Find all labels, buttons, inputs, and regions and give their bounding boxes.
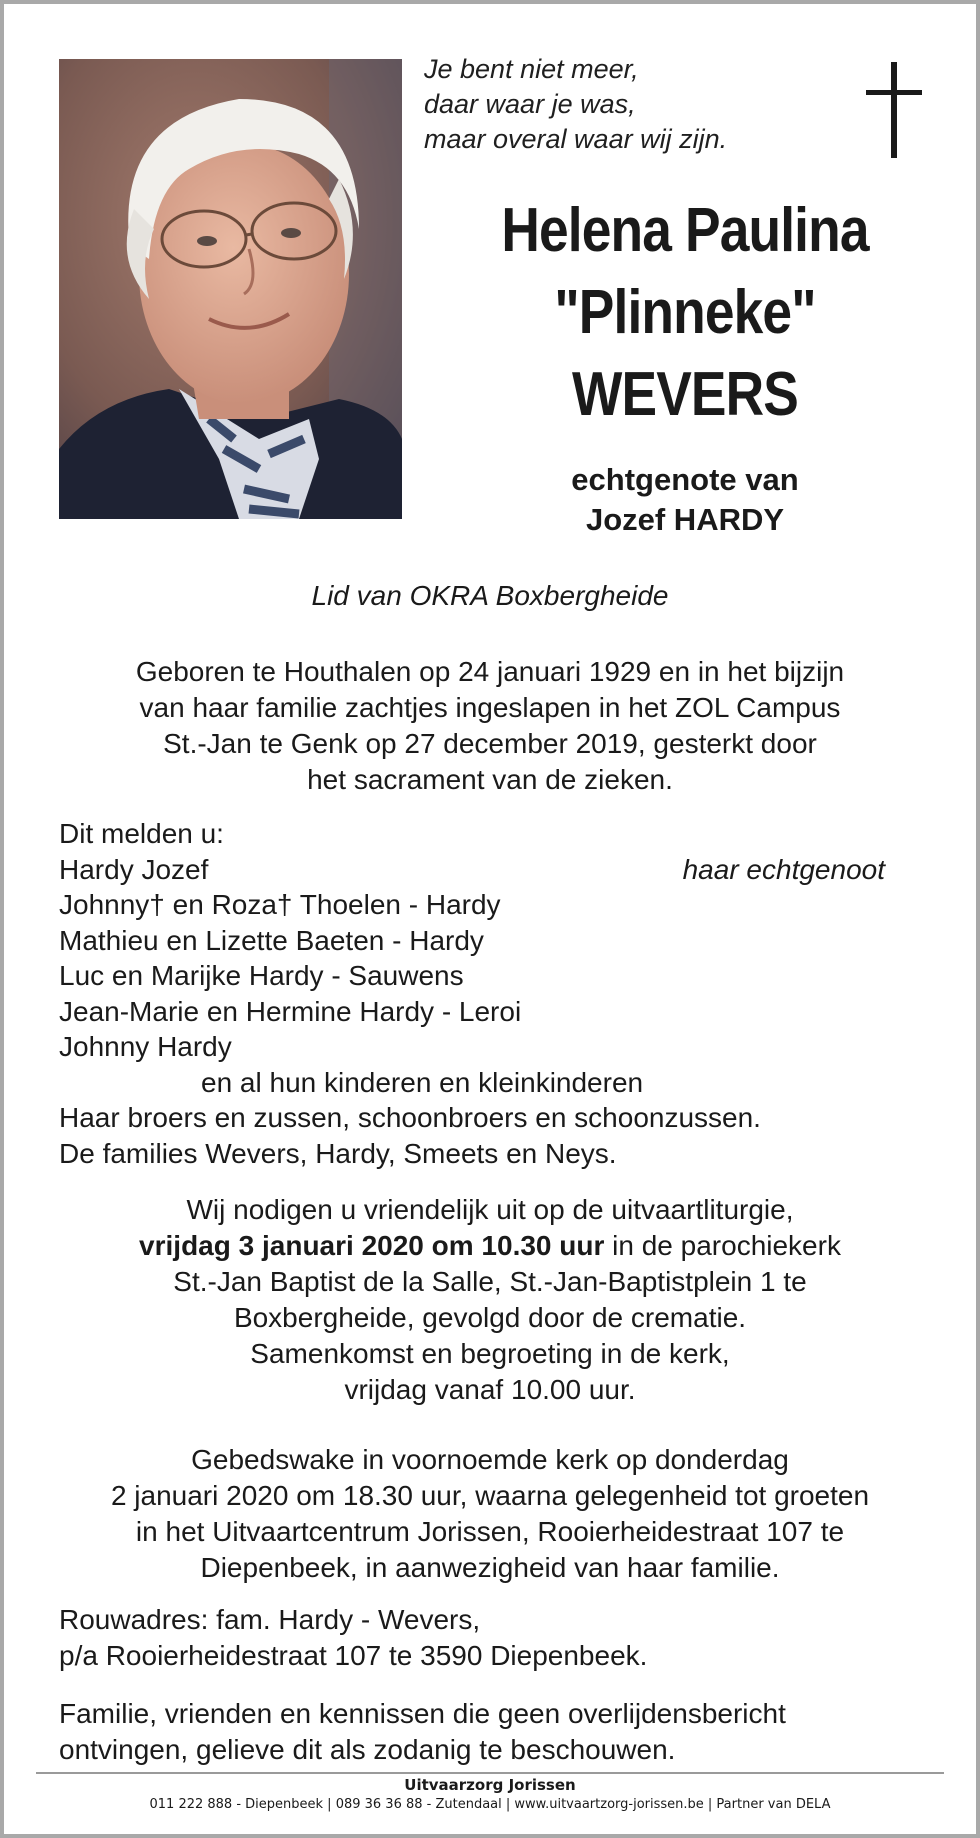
- family-row-husband: [59, 852, 919, 888]
- text-line: Samenkomst en begroeting in de kerk,: [250, 1338, 730, 1369]
- family-member: Jean-Marie en Hermine Hardy - Leroi: [59, 995, 522, 1027]
- family-intro: Dit melden u:: [59, 818, 224, 849]
- family-member: Johnny† en Roza† Thoelen - Hardy: [59, 889, 501, 920]
- family-member: Luc en Marijke Hardy - Sauwens: [59, 960, 464, 991]
- family-member: Mathieu en Lizette Baeten - Hardy: [59, 924, 484, 956]
- husband-name: Hardy Jozef: [59, 853, 209, 885]
- text-line: St.-Jan Baptist de la Salle, St.-Jan-Baptistplein 1 te: [173, 1266, 807, 1297]
- text-line: het sacrament van de zieken.: [307, 764, 673, 795]
- text-line: St.-Jan te Genk op 27 december 2019, gesterkt door: [163, 728, 817, 759]
- husband-role: haar echtgenoot: [682, 853, 885, 885]
- funeral-home-name: Uitvaarzorg Jorissen: [404, 1776, 576, 1794]
- text-line: Wij nodigen u vriendelijk uit op de uitvaartliturgie,: [186, 1194, 794, 1225]
- text-line: Diepenbeek, in aanwezigheid van haar familie.: [200, 1552, 780, 1583]
- poem-line: daar waar je was,: [424, 89, 636, 119]
- text-line: p/a Rooierheidestraat 107 te 3590 Diepenbeek.: [59, 1640, 648, 1671]
- poem-line: maar overal waar wij zijn.: [424, 124, 728, 154]
- text-line: van haar familie zachtjes ingeslapen in het ZOL Campus: [139, 692, 841, 723]
- birth-death-text: [60, 654, 920, 798]
- siblings-line: Haar broers en zussen, schoonbroers en schoonzussen.: [59, 1102, 761, 1133]
- text-line: Rouwadres: fam. Hardy - Wevers,: [59, 1604, 481, 1635]
- grandchildren-line: en al hun kinderen en kleinkinderen: [201, 1066, 644, 1098]
- text-line: Gebedswake in voornoemde kerk op donderdag: [191, 1444, 789, 1475]
- spouse-label: echtgenote van: [571, 462, 799, 497]
- portrait-photo: [59, 59, 402, 519]
- funeral-invitation: [40, 1192, 940, 1408]
- text-line: ontvingen, gelieve dit als zodanig te beschouwen.: [59, 1734, 676, 1765]
- text-line: Boxbergheide, gevolgd door de crematie.: [233, 1302, 747, 1333]
- text-line: 2 januari 2020 om 18.30 uur, waarna gelegenheid tot groeten: [110, 1480, 870, 1511]
- nickname: "Plinneke": [554, 278, 816, 347]
- poem: [424, 52, 727, 157]
- footer-divider: [36, 1772, 944, 1774]
- membership: Lid van OKRA Boxbergheide: [311, 580, 669, 611]
- prayer-wake: [40, 1442, 940, 1586]
- text-line: Familie, vrienden en kennissen die geen overlijdensbericht: [59, 1698, 786, 1729]
- spouse-info: [460, 460, 910, 540]
- surname: WEVERS: [572, 360, 798, 429]
- portrait-illustration: [59, 59, 402, 519]
- family-member: Johnny Hardy: [59, 1031, 232, 1062]
- text-line: Geboren te Houthalen op 24 januari 1929 en in het bijzijn: [135, 656, 845, 687]
- poem-line: Je bent niet meer,: [424, 54, 639, 84]
- spouse-name: Jozef HARDY: [585, 502, 785, 537]
- funeral-home-contact: 011 222 888 - Diepenbeek | 089 36 36 88 - Zutendaal | www.uitvaartzorg-jorissen.be | Partner van DELA: [149, 1797, 831, 1812]
- name-line: Helena Paulina: [501, 196, 869, 265]
- text-line-date: [40, 1228, 940, 1264]
- funeral-date: vrijdag 3 januari 2020 om 10.30 uur: [139, 1230, 605, 1261]
- families-line: De families Wevers, Hardy, Smeets en Neys.: [59, 1137, 617, 1169]
- closing-note: [59, 1696, 786, 1768]
- latin-cross-icon: [866, 62, 922, 158]
- mourning-address: [59, 1602, 647, 1674]
- text-line: in het Uitvaartcentrum Jorissen, Rooierheidestraat 107 te: [135, 1516, 845, 1547]
- text-fragment: in de parochiekerk: [604, 1230, 841, 1261]
- family-list: [59, 816, 919, 1171]
- text-line: vrijdag vanaf 10.00 uur.: [344, 1374, 636, 1405]
- deceased-name: [457, 190, 913, 436]
